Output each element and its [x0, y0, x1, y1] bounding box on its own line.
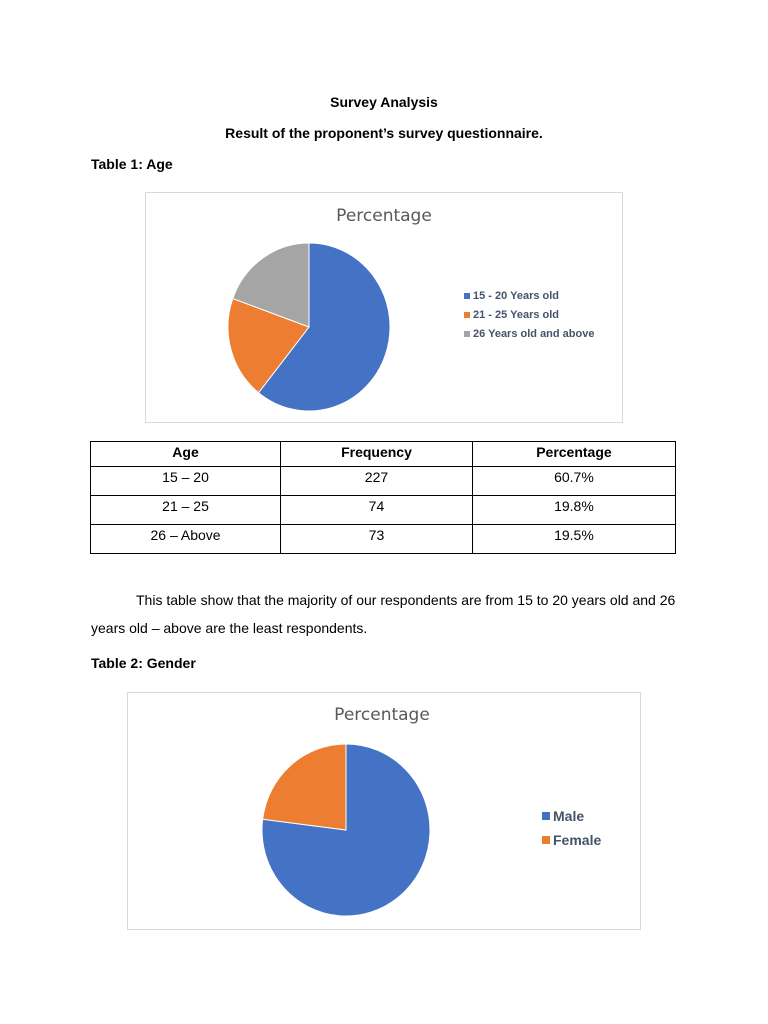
gender-chart-legend	[542, 804, 601, 852]
table2-heading: Table 2: Gender	[91, 655, 196, 671]
age-chart-legend	[464, 286, 594, 343]
header-frequency: Frequency	[281, 442, 473, 467]
gender-chart	[127, 692, 641, 930]
age-chart	[145, 192, 623, 423]
analysis-paragraph-text: This table show that the majority of our respondents are from 15 to 20 years old and 26 years old – above are the least respondents.	[91, 592, 676, 636]
analysis-paragraph	[91, 586, 681, 642]
table-header-row	[91, 442, 676, 467]
document-subtitle: Result of the proponent’s survey questionnaire.	[225, 125, 543, 141]
gender-pie-slice-1	[263, 744, 346, 830]
legend-label: 21 - 25 Years old	[473, 308, 560, 321]
header-age: Age	[91, 442, 281, 467]
legend-swatch	[464, 331, 470, 337]
cell-percentage: 19.8%	[472, 496, 675, 525]
legend-item-male	[542, 804, 601, 828]
header-percentage: Percentage	[472, 442, 675, 467]
table-row	[91, 467, 676, 496]
legend-swatch	[464, 293, 470, 299]
cell-percentage: 19.5%	[472, 525, 675, 554]
cell-age: 26 – Above	[91, 525, 281, 554]
legend-item-female	[542, 828, 601, 852]
legend-label: 26 Years old and above	[473, 327, 595, 340]
legend-label: 15 - 20 Years old	[473, 289, 560, 302]
cell-age: 15 – 20	[91, 467, 281, 496]
cell-percentage: 60.7%	[472, 467, 675, 496]
table-row	[91, 496, 676, 525]
gender-chart-title: Percentage	[334, 705, 430, 725]
legend-swatch	[464, 312, 470, 318]
cell-age: 21 – 25	[91, 496, 281, 525]
legend-swatch	[542, 836, 550, 844]
age-table	[90, 441, 676, 554]
cell-frequency: 74	[281, 496, 473, 525]
age-chart-title: Percentage	[336, 206, 432, 226]
table-row	[91, 525, 676, 554]
document-title: Survey Analysis	[330, 94, 438, 110]
legend-item-15-20	[464, 286, 594, 305]
cell-frequency: 227	[281, 467, 473, 496]
legend-label: Female	[553, 832, 602, 848]
legend-item-26-above	[464, 324, 594, 343]
legend-item-21-25	[464, 305, 594, 324]
table1-heading: Table 1: Age	[91, 156, 173, 172]
legend-label: Male	[553, 808, 585, 824]
legend-swatch	[542, 812, 550, 820]
cell-frequency: 73	[281, 525, 473, 554]
